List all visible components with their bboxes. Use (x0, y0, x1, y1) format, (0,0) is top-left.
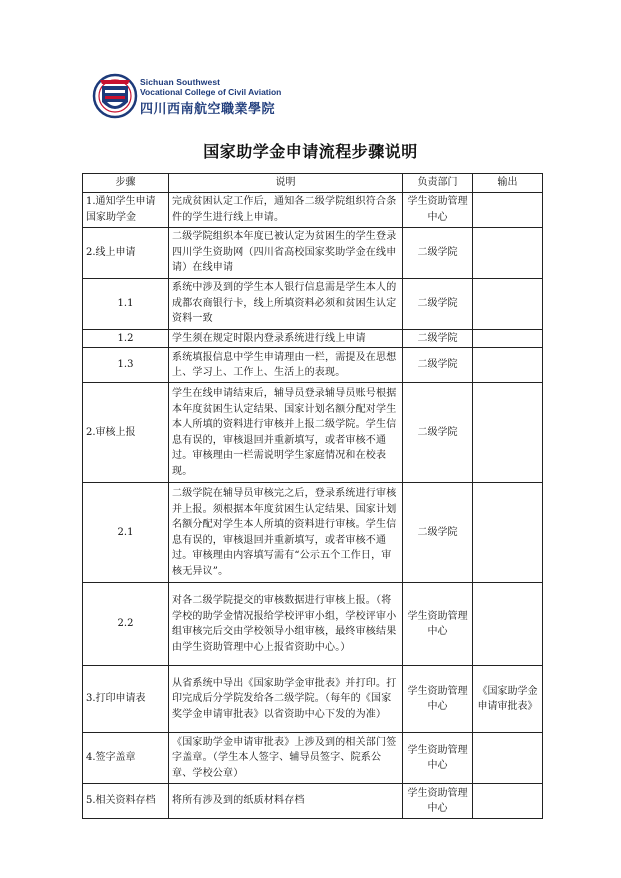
process-table (82, 173, 543, 819)
dept-cell: 学生资助管理中心 (403, 666, 473, 733)
step-cell: 2.2 (83, 583, 169, 666)
desc-cell: 从省系统中导出《国家助学金审批表》并打印。打印完成后分学院发给各二级学院。（每年的《国家奖学金申请审批表》以省资助中心下发的为准） (169, 666, 403, 733)
output-cell (473, 227, 543, 278)
step-cell: 3.打印申请表 (83, 666, 169, 733)
output-cell (473, 784, 543, 819)
dept-cell: 学生资助管理中心 (403, 192, 473, 227)
dept-cell: 二级学院 (403, 483, 473, 583)
table-row (83, 192, 543, 227)
desc-cell: 学生在线申请结束后，辅导员登录辅导员账号根据本年度贫困生认定结果、国家计划名额分配对学生本人所填的资料进行审核并上报二级学院。学生信息有误的，审核退回并重新填写，或者审核不通过。审核理由一栏需说明学生家庭情况和在校表现。 (169, 383, 403, 483)
page-title: 国家助学金申请流程步骤说明 (203, 142, 418, 161)
desc-cell: 系统填报信息中学生申请理由一栏，需提及在思想上、学习上、工作上、生活上的表现。 (169, 348, 403, 383)
table-row (83, 483, 543, 583)
college-name-cn: 四川西南航空職業學院 (140, 102, 276, 117)
desc-cell: 完成贫困认定工作后，通知各二级学院组织符合条件的学生进行线上申请。 (169, 192, 403, 227)
desc-cell: 《国家助学金申请审批表》上涉及到的相关部门签字盖章。（学生本人签字、辅导员签字、院系公章、学校公章） (169, 733, 403, 784)
output-cell (473, 733, 543, 784)
header-dept: 负责部门 (403, 174, 473, 193)
desc-cell: 将所有涉及到的纸质材料存档 (169, 784, 403, 819)
output-cell (473, 192, 543, 227)
table-row (83, 666, 543, 733)
table-row (83, 227, 543, 278)
output-cell (473, 348, 543, 383)
college-name-en-line2: Vocational College of Civil Aviation (140, 87, 282, 97)
step-cell: 2.审核上报 (83, 383, 169, 483)
step-cell: 1.3 (83, 348, 169, 383)
table-header-row (83, 174, 543, 193)
step-cell: 5.相关资料存档 (83, 784, 169, 819)
desc-cell: 二级学院组织本年度已被认定为贫困生的学生登录四川学生资助网（四川省高校国家奖助学金在线申请）在线申请 (169, 227, 403, 278)
step-cell: 1.2 (83, 329, 169, 348)
step-cell: 2.线上申请 (83, 227, 169, 278)
header-step: 步骤 (83, 174, 169, 193)
output-cell (473, 583, 543, 666)
table-row (83, 784, 543, 819)
dept-cell: 学生资助管理中心 (403, 784, 473, 819)
output-cell: 《国家助学金申请审批表》 (473, 666, 543, 733)
desc-cell: 二级学院在辅导员审核完之后，登录系统进行审核并上报。须根据本年度贫困生认定结果、国家计划名额分配对学生本人所填的资料进行审核。学生信息有误的，审核退回并重新填写，或者审核不通过。审核理由内容填写需有“公示五个工作日，审核无异议”。 (169, 483, 403, 583)
table-row (83, 348, 543, 383)
output-cell (473, 278, 543, 329)
step-cell: 1.通知学生申请国家助学金 (83, 192, 169, 227)
dept-cell: 二级学院 (403, 329, 473, 348)
desc-cell: 学生须在规定时限内登录系统进行线上申请 (169, 329, 403, 348)
dept-cell: 二级学院 (403, 227, 473, 278)
desc-cell: 对各二级学院提交的审核数据进行审核上报。（将学校的助学金情况报给学校评审小组，学校评审小组审核完后交由学校领导小组审核，最终审核结果由学生资助管理中心上报省资助中心。） (169, 583, 403, 666)
header-desc: 说明 (169, 174, 403, 193)
output-cell (473, 383, 543, 483)
college-logo (92, 72, 302, 122)
step-cell: 2.1 (83, 483, 169, 583)
header-output: 输出 (473, 174, 543, 193)
table-row (83, 583, 543, 666)
college-emblem-icon (92, 72, 138, 122)
step-cell: 4.签字盖章 (83, 733, 169, 784)
table-row (83, 733, 543, 784)
table-row (83, 383, 543, 483)
table-row (83, 329, 543, 348)
table-row (83, 278, 543, 329)
desc-cell: 系统中涉及到的学生本人银行信息需是学生本人的成都农商银行卡，线上所填资料必须和贫困生认定资料一致 (169, 278, 403, 329)
output-cell (473, 483, 543, 583)
step-cell: 1.1 (83, 278, 169, 329)
output-cell (473, 329, 543, 348)
college-name-en-line1: Sichuan Southwest (140, 77, 221, 87)
dept-cell: 二级学院 (403, 348, 473, 383)
dept-cell: 二级学院 (403, 278, 473, 329)
dept-cell: 学生资助管理中心 (403, 583, 473, 666)
dept-cell: 二级学院 (403, 383, 473, 483)
dept-cell: 学生资助管理中心 (403, 733, 473, 784)
